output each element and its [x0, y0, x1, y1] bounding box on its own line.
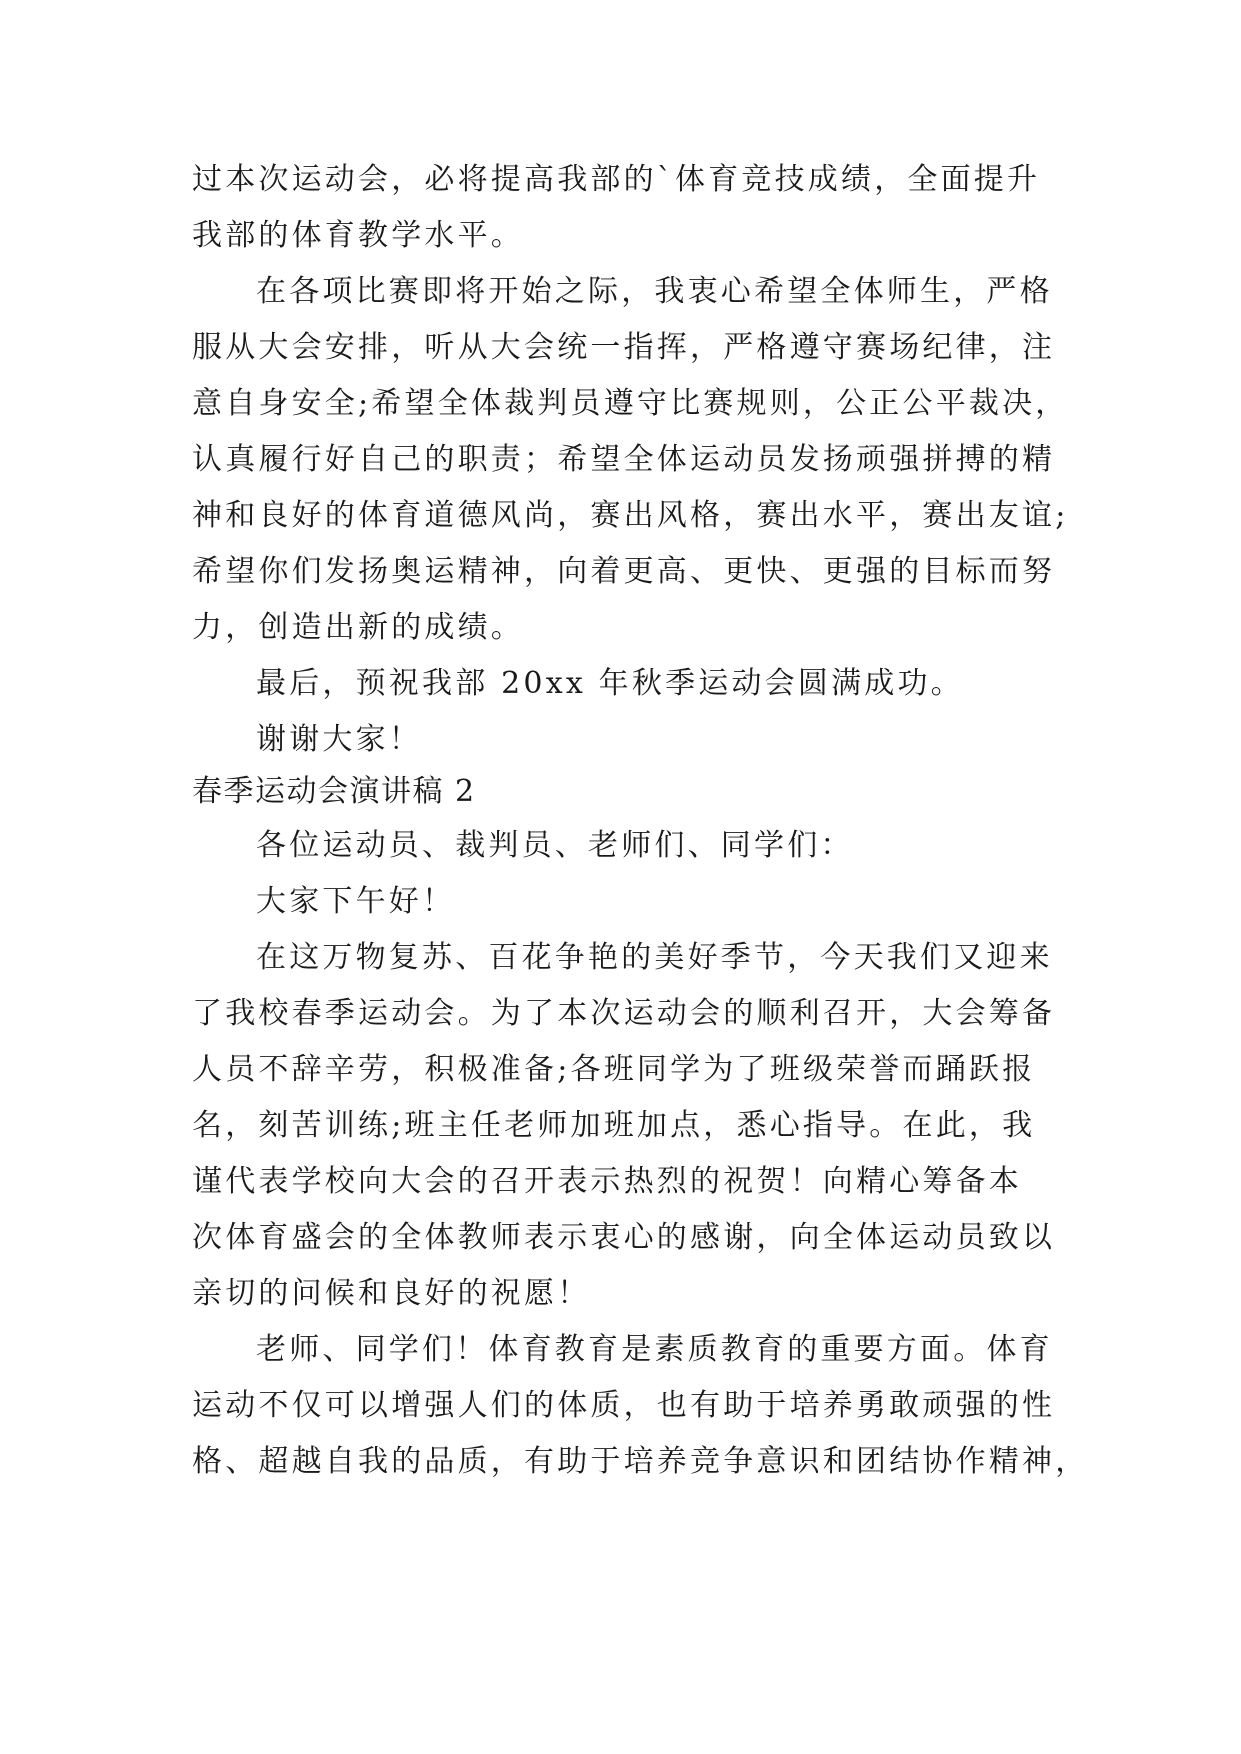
- paragraph-line: 名，刻苦训练;班主任老师加班加点，悉心指导。在此，我: [192, 1108, 1036, 1143]
- paragraph-line: 了我校春季运动会。为了本次运动会的顺利召开，大会筹备: [192, 996, 1056, 1031]
- paragraph-line: 亲切的问候和良好的祝愿！: [192, 1276, 591, 1311]
- paragraph-line: 在各项比赛即将开始之际，我衷心希望全体师生，严格: [256, 274, 1053, 309]
- paragraph-line: 运动不仅可以增强人们的体质，也有助于培养勇敢顽强的性: [192, 1388, 1056, 1423]
- salutation-line: 各位运动员、裁判员、老师们、同学们：: [256, 828, 854, 863]
- paragraph-line: 谨代表学校向大会的召开表示热烈的祝贺！向精心筹备本: [192, 1164, 1022, 1199]
- greeting-line: 大家下午好！: [256, 884, 456, 919]
- paragraph-line: 最后，预祝我部 20xx 年秋季运动会圆满成功。: [256, 666, 964, 701]
- paragraph-line: 神和良好的体育道德风尚，赛出风格，赛出水平，赛出友谊;: [192, 498, 1069, 533]
- paragraph-line: 认真履行好自己的职责；希望全体运动员发扬顽强拼搏的精: [192, 442, 1056, 477]
- paragraph-line: 次体育盛会的全体教师表示衷心的感谢，向全体运动员致以: [192, 1220, 1056, 1255]
- paragraph-line: 意自身安全;希望全体裁判员遵守比赛规则，公正公平裁决，: [192, 386, 1069, 421]
- paragraph-line: 我部的体育教学水平。: [192, 218, 524, 253]
- section-heading: 春季运动会演讲稿 2: [192, 774, 476, 809]
- paragraph-line: 人员不辞辛劳，积极准备;各班同学为了班级荣誉而踊跃报: [192, 1052, 1036, 1087]
- paragraph-line: 力，创造出新的成绩。: [192, 610, 524, 645]
- paragraph-line: 在这万物复苏、百花争艳的美好季节，今天我们又迎来: [256, 940, 1053, 975]
- paragraph-line: 老师、同学们！体育教育是素质教育的重要方面。体育: [256, 1332, 1053, 1367]
- paragraph-line: 谢谢大家！: [256, 722, 422, 757]
- paragraph-line: 服从大会安排，听从大会统一指挥，严格遵守赛场纪律，注: [192, 330, 1056, 365]
- paragraph-line: 过本次运动会，必将提高我部的`体育竞技成绩，全面提升: [192, 162, 1041, 197]
- paragraph-line: 希望你们发扬奥运精神，向着更高、更快、更强的目标而努: [192, 554, 1056, 589]
- paragraph-line: 格、超越自我的品质，有助于培养竞争意识和团结协作精神，: [192, 1444, 1089, 1479]
